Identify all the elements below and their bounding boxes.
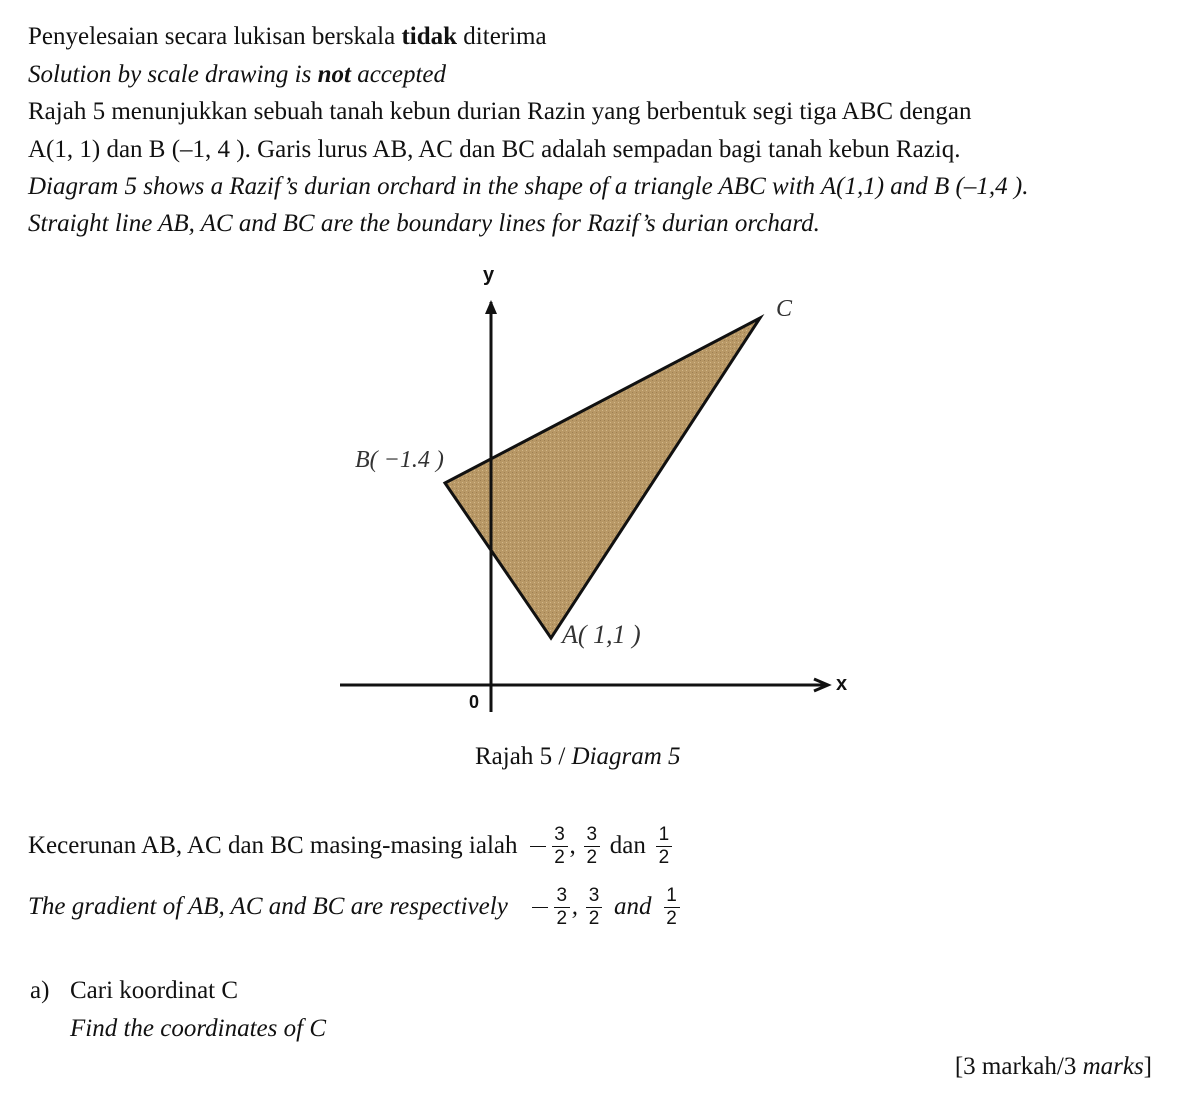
minus-sign (530, 846, 546, 847)
gradient-malay-text: Kecerunan AB, AC dan BC masing-masing ialah (28, 832, 518, 859)
marks-label: [3 markah/3 marks] (954, 1053, 1152, 1080)
fraction-ac: $\frac{3}{2}$ (586, 885, 602, 930)
gradient-malay (28, 820, 674, 872)
y-axis-label: y (483, 264, 495, 286)
x-axis-label: x (836, 673, 848, 695)
comma: , (569, 832, 576, 859)
question-english: Find the coordinates of C (70, 1015, 326, 1042)
instruction-english: Solution by scale drawing is not accepted (28, 61, 447, 88)
point-b-label: B( −1.4 ) (355, 447, 444, 473)
fraction-ab: $\frac{3}{2}$ (554, 885, 570, 930)
and-word: dan (609, 832, 646, 859)
instruction-malay: Penyelesaian secara lukisan berskala tidak diterima (28, 23, 547, 50)
gradient-english-text: The gradient of AB, AC and BC are respectively (28, 893, 508, 920)
y-axis-arrow (485, 300, 497, 314)
fraction-bc: $\frac{1}{2}$ (664, 885, 680, 930)
fraction-ac: $\frac{3}{2}$ (584, 824, 600, 869)
gradient-english (28, 881, 682, 933)
diagram-caption: Rajah 5 / Diagram 5 (475, 743, 681, 770)
minus-sign (532, 907, 548, 908)
and-word: and (614, 893, 652, 920)
comma: , (571, 893, 579, 920)
point-c-label: C (776, 296, 793, 322)
description-malay-2: A(1, 1) dan B (–1, 4 ). Garis lurus AB, AC dan BC adalah sempadan bagi tanah kebun Raziq. (28, 136, 961, 163)
fraction-ab: $\frac{3}{2}$ (552, 824, 568, 869)
fraction-bc: $\frac{1}{2}$ (656, 824, 672, 869)
description-english-1: Diagram 5 shows a Razif’s durian orchard in the shape of a triangle ABC with A(1,1) and B (–1,4 ). (28, 173, 1029, 200)
description-english-2: Straight line AB, AC and BC are the boundary lines for Razif’s durian orchard. (28, 210, 820, 237)
origin-label: 0 (469, 692, 480, 712)
description-malay-1: Rajah 5 menunjukkan sebuah tanah kebun durian Razin yang berbentuk segi tiga ABC dengan (28, 98, 972, 125)
question-malay: Cari koordinat C (70, 977, 239, 1004)
question-label: a) (30, 977, 50, 1004)
point-a-label: A( 1,1 ) (562, 620, 641, 649)
